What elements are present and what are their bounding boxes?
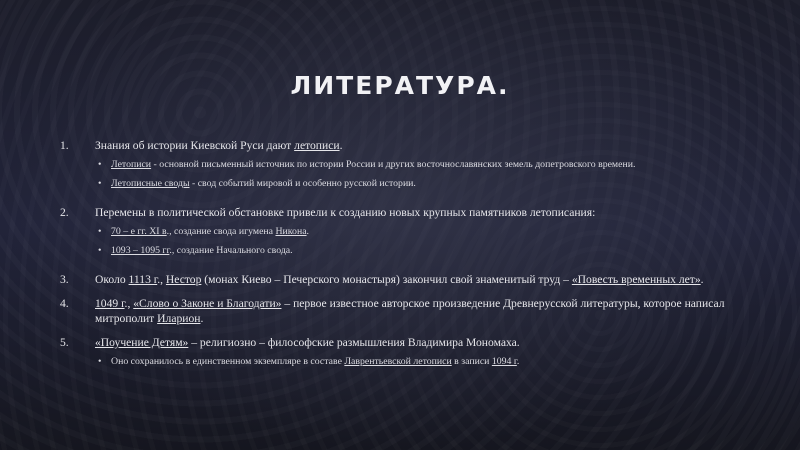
list-item-text [95,205,725,220]
hyperlink[interactable]: 70 – е гг. XI в [111,226,167,237]
list-item-body [95,335,725,374]
slide-title: ЛИТЕРАТУРА. [290,71,510,100]
text-run: (монах Киево – Печерского монастыря) закончил свой знаменитый труд – [201,273,572,286]
hyperlink[interactable]: «Повесть временных лет» [571,273,701,286]
hyperlink[interactable]: 1094 г [491,356,517,367]
hyperlink[interactable]: 1113 г [128,273,158,286]
text-run: в записи [451,356,492,367]
hyperlink[interactable]: 1049 г [95,297,125,310]
list-item-body [95,296,725,326]
hyperlink[interactable]: Нестор [165,273,202,286]
sub-list-item [95,244,725,257]
list-item-number: 3. [60,273,69,286]
list-item-2 [60,205,725,263]
text-run: – религиозно – философские размышления Владимира Мономаха. [188,336,520,349]
text-run: . [339,139,343,152]
list-item-5 [60,335,725,374]
text-run: ., [124,297,134,310]
hyperlink[interactable]: Летописи [111,159,152,170]
list-item-number: 2. [60,206,69,219]
sub-list [95,355,725,368]
text-run: Перемены в политической обстановке привели к созданию новых крупных памятников летописания: [95,206,596,219]
text-run: ., создание Начального свода. [169,245,293,256]
text-run: . [200,312,204,325]
list-item-body [95,205,725,263]
text-run: - основной письменный источник по истории России и других восточнославянских земель допетровского времени. [151,159,636,170]
sub-list-item [95,177,725,190]
sub-list-item [95,225,725,238]
text-run: . [306,226,309,237]
text-run: Оно сохранилось в единственном экземпляре в составе [111,356,345,367]
hyperlink[interactable]: «Поучение Детям» [95,336,189,349]
list-item-body [95,272,725,287]
list-item-number: 1. [60,139,69,152]
sub-list-item [95,355,725,368]
list-item-text [95,272,725,287]
list-item-body [95,138,725,196]
hyperlink[interactable]: Летописные своды [111,178,190,189]
text-run: ., [157,273,166,286]
text-run: Знания об истории Киевской Руси дают [95,139,295,152]
list-item-text [95,138,725,153]
slide-content [60,138,725,383]
list-item-text [95,296,725,326]
hyperlink[interactable]: Лаврентьевской летописи [344,356,452,367]
list-item-number: 5. [60,336,69,349]
text-run: Около [95,273,129,286]
hyperlink[interactable]: летописи [294,139,340,152]
hyperlink[interactable]: «Слово о Законе и Благодати» [133,297,282,310]
hyperlink[interactable]: Никона [275,226,307,237]
text-run: ., создание свода игумена [166,226,276,237]
text-run: . [516,356,520,367]
text-run: - свод событий мировой и особенно русской истории. [189,178,416,189]
list-item-1 [60,138,725,196]
hyperlink[interactable]: Иларион [157,312,201,325]
list-item-3 [60,272,725,287]
list-item-text [95,335,725,350]
sub-list [95,225,725,257]
hyperlink[interactable]: 1093 – 1095 гг [111,245,170,256]
list-item-4 [60,296,725,326]
sub-list-item [95,158,725,171]
list-item-number: 4. [60,297,69,310]
sub-list [95,158,725,190]
text-run: . [700,273,704,286]
text-run: – первое известное авторское произведение Древнерусской литературы, которое написал митрополит [95,297,725,325]
